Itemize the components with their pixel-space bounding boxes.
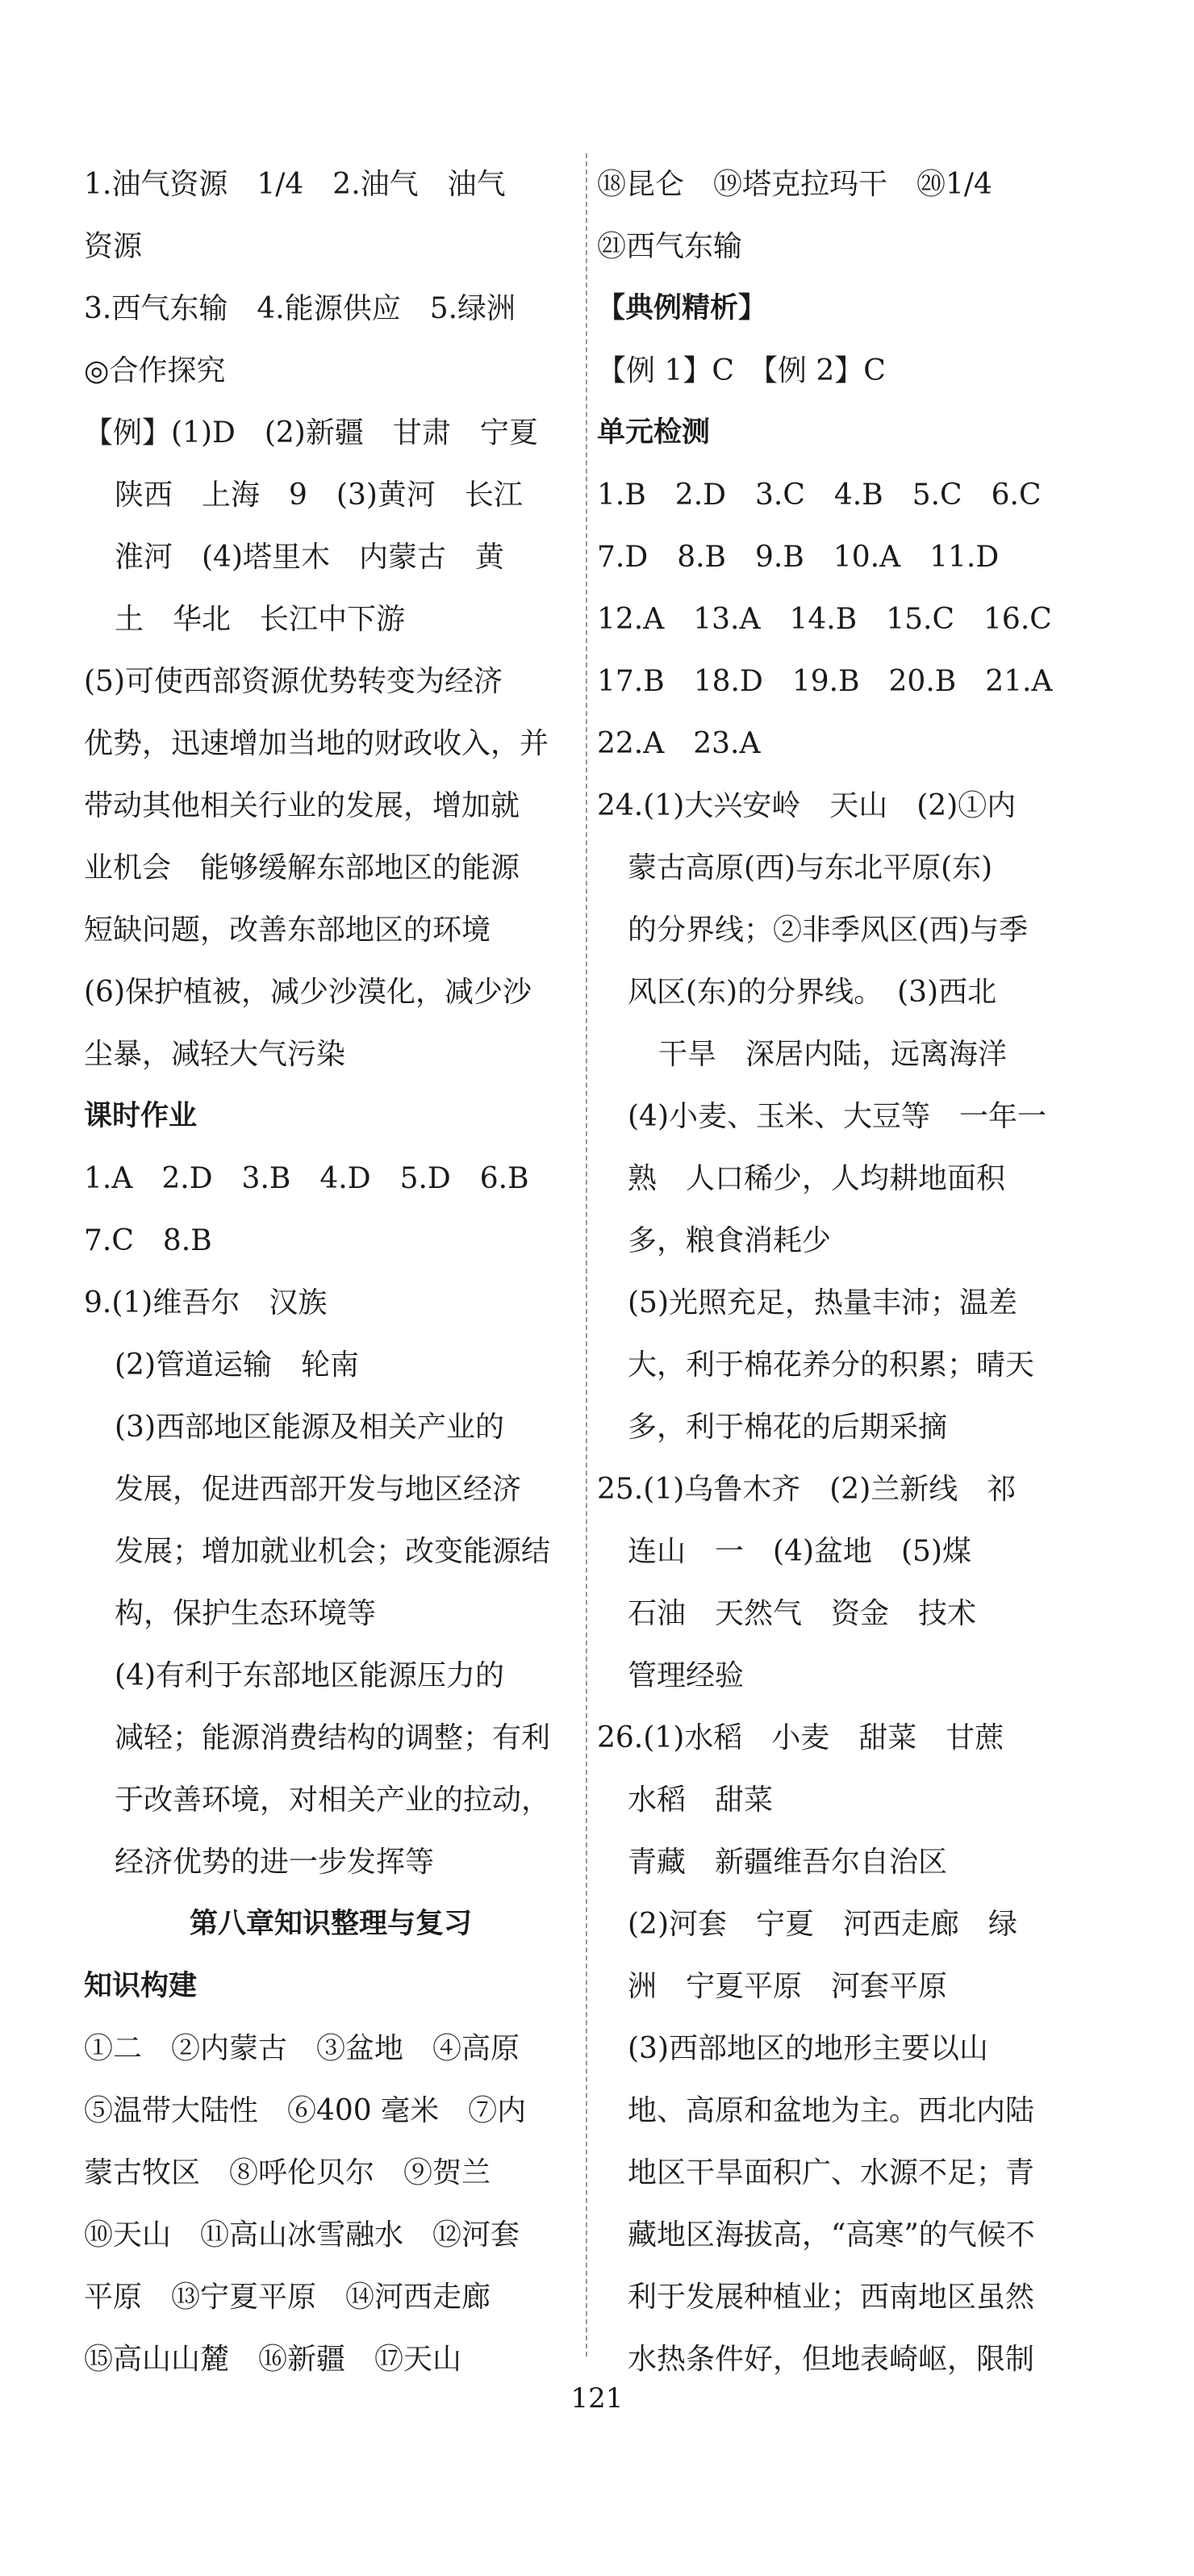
text-line: 22.A 23.A	[597, 727, 761, 760]
text-line: 1.油气资源 1/4 2.油气 油气	[84, 168, 506, 201]
text-line: 多，利于棉花的后期采摘	[628, 1411, 948, 1444]
text-line: 7.D 8.B 9.B 10.A 11.D	[597, 541, 1000, 574]
text-line: 蒙古高原(西)与东北平原(东)	[628, 851, 993, 884]
text-line: 石油 天然气 资金 技术	[628, 1597, 977, 1630]
text-line: (3)西部地区能源及相关产业的	[115, 1411, 504, 1444]
text-line: 风区(东)的分界线。 (3)西北	[628, 976, 997, 1009]
text-line: (2)管道运输 轮南	[115, 1349, 359, 1382]
text-line: 9.(1)维吾尔 汉族	[84, 1286, 328, 1319]
right-column	[597, 153, 1089, 2390]
text-line: 连山 一 (4)盆地 (5)煤	[628, 1535, 971, 1568]
section-heading: 【典例精析】	[597, 292, 767, 324]
text-line: 淮河 (4)塔里木 内蒙古 黄	[115, 541, 504, 574]
text-line: 藏地区海拔高，“高寒”的气候不	[628, 2218, 1035, 2252]
text-line: 于改善环境，对相关产业的拉动，	[115, 1784, 551, 1817]
section-heading: 知识构建	[84, 1970, 198, 2002]
text-line: ⑩天山 ⑪高山冰雪融水 ⑫河套	[84, 2218, 520, 2252]
text-line: 洲 宁夏平原 河套平原	[628, 1970, 948, 2003]
text-line: (3)西部地区的地形主要以山	[628, 2032, 988, 2065]
text-line: 地区干旱面积广、水源不足；青	[628, 2156, 1035, 2189]
text-line: 1.B 2.D 3.C 4.B 5.C 6.C	[597, 479, 1042, 512]
text-line: ⑤温带大陆性 ⑥400 毫米 ⑦内	[84, 2094, 527, 2127]
text-line: 平原 ⑬宁夏平原 ⑭河西走廊	[84, 2281, 491, 2314]
text-line: 管理经验	[628, 1659, 745, 1692]
text-line: 蒙古牧区 ⑧呼伦贝尔 ⑨贺兰	[84, 2156, 491, 2189]
section-heading: 课时作业	[84, 1100, 198, 1132]
text-line: (2)河套 宁夏 河西走廊 绿	[628, 1908, 1017, 1941]
text-line: 尘暴，减轻大气污染	[84, 1038, 346, 1071]
text-line: 3.西气东输 4.能源供应 5.绿洲	[84, 292, 516, 325]
text-line: (4)有利于东部地区能源压力的	[115, 1659, 504, 1692]
text-line: 水热条件好，但地表崎岖，限制	[628, 2343, 1035, 2376]
text-line: 干旱 深居内陆，远离海洋	[658, 1038, 1008, 1071]
text-line: 12.A 13.A 14.B 15.C 16.C	[597, 603, 1052, 636]
text-line: 发展；增加就业机会；改变能源结	[115, 1535, 551, 1568]
text-line: 17.B 18.D 19.B 20.B 21.A	[597, 665, 1053, 698]
column-divider	[586, 153, 587, 2356]
text-line: ㉑西气东输	[597, 230, 743, 263]
text-line: ⑱昆仑 ⑲塔克拉玛干 ⑳1/4	[597, 168, 992, 201]
text-line: 发展，促进西部开发与地区经济	[115, 1473, 522, 1506]
text-line: 利于发展种植业；西南地区虽然	[628, 2281, 1035, 2314]
text-line: (6)保护植被，减少沙漠化，减少沙	[84, 976, 532, 1009]
text-line: 【例】(1)D (2)新疆 甘肃 宁夏	[84, 416, 538, 450]
text-line: 【例 1】C 【例 2】C	[597, 354, 886, 387]
text-line: 的分界线；②非季风区(西)与季	[628, 914, 1029, 947]
text-line: 经济优势的进一步发挥等	[115, 1846, 435, 1879]
text-line: 24.(1)大兴安岭 天山 (2)①内	[597, 789, 1017, 822]
text-line: 26.(1)水稻 小麦 甜菜 甘蔗	[597, 1721, 1004, 1754]
text-line: 25.(1)乌鲁木齐 (2)兰新线 祁	[597, 1473, 1017, 1506]
text-line: ◎合作探究	[84, 354, 226, 387]
text-line: 多，粮食消耗少	[628, 1224, 832, 1257]
section-heading: 第八章知识整理与复习	[189, 1908, 472, 1940]
text-line: 带动其他相关行业的发展，增加就	[84, 789, 520, 822]
text-line: (5)可使西部资源优势转变为经济	[84, 665, 503, 698]
text-line: 短缺问题，改善东部地区的环境	[84, 914, 491, 947]
text-line: 7.C 8.B	[84, 1224, 212, 1257]
text-line: 减轻；能源消费结构的调整；有利	[115, 1721, 551, 1754]
text-line: 地、高原和盆地为主。西北内陆	[628, 2094, 1035, 2127]
text-line: 资源	[84, 230, 143, 263]
text-line: 陕西 上海 9 (3)黄河 长江	[115, 479, 523, 512]
text-line: 熟 人口稀少，人均耕地面积	[628, 1162, 1006, 1195]
text-line: 青藏 新疆维吾尔自治区	[628, 1846, 948, 1879]
text-line: 水稻 甜菜	[628, 1784, 774, 1817]
text-line: (4)小麦、玉米、大豆等 一年一	[628, 1100, 1046, 1133]
text-line: 业机会 能够缓解东部地区的能源	[84, 851, 520, 884]
text-line: 1.A 2.D 3.B 4.D 5.D 6.B	[84, 1162, 529, 1195]
page-number: 121	[570, 2382, 624, 2415]
text-line: ⑮高山山麓 ⑯新疆 ⑰天山	[84, 2343, 462, 2376]
text-line: 构，保护生态环境等	[115, 1597, 377, 1630]
text-line: 土 华北 长江中下游	[115, 603, 406, 636]
text-line: ①二 ②内蒙古 ③盆地 ④高原	[84, 2032, 520, 2065]
section-heading: 单元检测	[597, 416, 711, 449]
text-line: 大，利于棉花养分的积累；晴天	[628, 1349, 1035, 1382]
left-column	[84, 153, 578, 2390]
text-line: (5)光照充足，热量丰沛；温差	[628, 1286, 1017, 1319]
text-line: 优势，迅速增加当地的财政收入，并	[84, 727, 549, 760]
